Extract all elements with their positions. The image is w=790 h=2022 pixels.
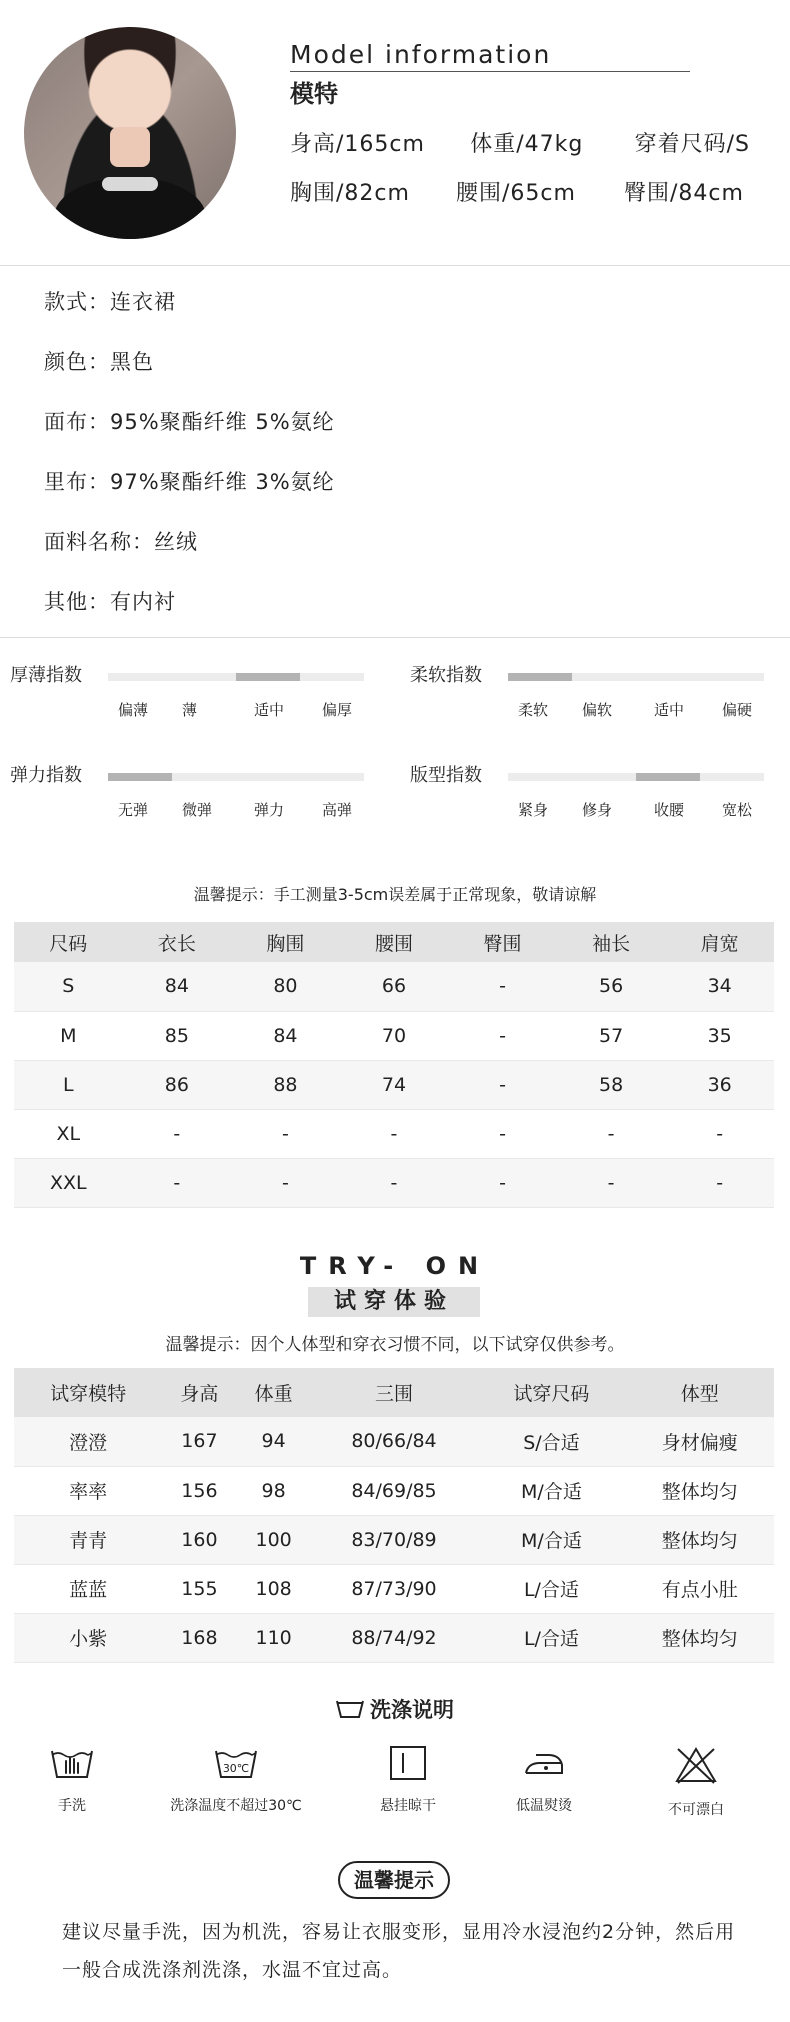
table-cell: 100 <box>237 1515 311 1564</box>
low-iron-icon <box>522 1745 566 1781</box>
table-cell: 身材偏瘦 <box>626 1417 774 1466</box>
tryon-table <box>14 1368 774 1663</box>
table-cell: - <box>123 1109 232 1158</box>
table-header: 尺码 <box>14 922 123 962</box>
tip-title: 温馨提示 <box>338 1861 450 1899</box>
wash-title <box>0 1694 790 1725</box>
model-info <box>290 40 750 207</box>
table-cell: 155 <box>162 1564 236 1613</box>
table-cell: 84 <box>123 962 232 1011</box>
no-bleach-icon <box>674 1745 718 1785</box>
fit-index-label: 修身 <box>582 801 613 819</box>
spec-list <box>0 266 790 638</box>
wash-label-iron: 低温熨烫 <box>516 1798 572 1814</box>
table-cell: 青青 <box>14 1515 162 1564</box>
table-cell: - <box>340 1158 449 1207</box>
table-cell: 34 <box>665 962 774 1011</box>
wash-item-bleach <box>616 1745 776 1819</box>
table-header: 衣长 <box>123 922 232 962</box>
table-cell: 小紫 <box>14 1613 162 1662</box>
table-cell: 88 <box>231 1060 340 1109</box>
model-height: 身高/165cm <box>290 132 425 157</box>
table-cell: 整体均匀 <box>626 1466 774 1515</box>
table-cell: M/合适 <box>477 1466 625 1515</box>
table-cell: 74 <box>340 1060 449 1109</box>
table-cell: L <box>14 1060 123 1109</box>
table-header: 试穿模特 <box>14 1368 162 1417</box>
table-header: 三围 <box>311 1368 478 1417</box>
spec-style: 款式：连衣裙 <box>44 290 176 314</box>
table-header: 袖长 <box>557 922 666 962</box>
table-row <box>14 962 774 1011</box>
elasticity-index-track <box>108 773 364 781</box>
table-cell: 84/69/85 <box>311 1466 478 1515</box>
thickness-index-label: 适中 <box>254 701 285 719</box>
table-cell: - <box>448 1158 557 1207</box>
fit-index-label: 收腰 <box>654 801 685 819</box>
fabric-indices <box>0 638 790 848</box>
fit-index-title: 版型指数 <box>410 765 482 786</box>
table-header: 胸围 <box>231 922 340 962</box>
table-cell: 85 <box>123 1011 232 1060</box>
fit-index-marker <box>636 773 700 781</box>
table-cell: - <box>557 1158 666 1207</box>
table-cell: - <box>665 1158 774 1207</box>
elasticity-index-marker <box>108 773 172 781</box>
fit-index-label: 宽松 <box>722 801 753 819</box>
table-cell: - <box>557 1109 666 1158</box>
table-row <box>14 1158 774 1207</box>
model-waist: 腰围/65cm <box>456 181 576 206</box>
wash-title-text: 洗涤说明 <box>370 1698 454 1722</box>
thickness-index-track <box>108 673 364 681</box>
table-cell: - <box>448 1109 557 1158</box>
fit-index-track <box>508 773 764 781</box>
table-header: 体型 <box>626 1368 774 1417</box>
softness-index-marker <box>508 673 572 681</box>
table-row <box>14 1515 774 1564</box>
table-cell: S <box>14 962 123 1011</box>
table-cell: 率率 <box>14 1466 162 1515</box>
table-cell: 84 <box>231 1011 340 1060</box>
table-cell: 56 <box>557 962 666 1011</box>
table-row <box>14 1011 774 1060</box>
table-cell: 蓝蓝 <box>14 1564 162 1613</box>
softness-index-track <box>508 673 764 681</box>
tryon-title-cn: 试穿体验 <box>308 1287 480 1317</box>
table-cell: 58 <box>557 1060 666 1109</box>
table-cell: - <box>448 1060 557 1109</box>
table-cell: - <box>231 1109 340 1158</box>
wash-label-hang: 悬挂晾干 <box>380 1798 436 1814</box>
table-cell: 98 <box>237 1466 311 1515</box>
model-section <box>0 0 790 266</box>
table-cell: 35 <box>665 1011 774 1060</box>
model-photo <box>24 27 236 239</box>
table-cell: 167 <box>162 1417 236 1466</box>
table-row <box>14 1060 774 1109</box>
thickness-index-title: 厚薄指数 <box>10 665 82 686</box>
divider <box>290 71 690 72</box>
tryon-title-en: TRY- ON <box>299 1252 491 1280</box>
softness-index-label: 柔软 <box>518 701 549 719</box>
table-cell: 83/70/89 <box>311 1515 478 1564</box>
spec-other: 其他：有内衬 <box>44 590 176 614</box>
tryon-note: 温馨提示：因个人体型和穿衣习惯不同，以下试穿仅供参考。 <box>165 1335 625 1355</box>
wash-temp-text: 30℃ <box>222 1762 250 1775</box>
table-cell: 86 <box>123 1060 232 1109</box>
spec-color: 颜色：黑色 <box>44 350 154 374</box>
model-bust: 胸围/82cm <box>290 181 410 206</box>
table-cell: 156 <box>162 1466 236 1515</box>
spec-fabric: 面布：95%聚酯纤维 5%氨纶 <box>44 410 335 434</box>
table-cell: M/合适 <box>477 1515 625 1564</box>
wash-item-temp <box>156 1745 316 1815</box>
model-hip: 臀围/84cm <box>624 181 744 206</box>
table-cell: - <box>231 1158 340 1207</box>
wash-label-hand: 手洗 <box>58 1798 86 1814</box>
table-cell: 108 <box>237 1564 311 1613</box>
table-cell: 160 <box>162 1515 236 1564</box>
wash-item-iron <box>464 1745 624 1815</box>
hang-dry-icon <box>389 1745 427 1781</box>
table-cell: 88/74/92 <box>311 1613 478 1662</box>
table-cell: 整体均匀 <box>626 1613 774 1662</box>
thickness-index-marker <box>236 673 300 681</box>
softness-index-label: 偏软 <box>582 701 613 719</box>
table-cell: 57 <box>557 1011 666 1060</box>
fit-index-label: 紧身 <box>518 801 549 819</box>
table-cell: - <box>448 1011 557 1060</box>
table-cell: 66 <box>340 962 449 1011</box>
wash-30-icon <box>214 1745 258 1781</box>
table-header: 体重 <box>237 1368 311 1417</box>
table-cell: M <box>14 1011 123 1060</box>
table-cell: 80/66/84 <box>311 1417 478 1466</box>
model-title-cn: 模特 <box>290 80 338 108</box>
table-header: 试穿尺码 <box>477 1368 625 1417</box>
table-cell: L/合适 <box>477 1564 625 1613</box>
softness-index-label: 偏硬 <box>722 701 753 719</box>
table-cell: 36 <box>665 1060 774 1109</box>
spec-lining: 里布：97%聚酯纤维 3%氨纶 <box>44 470 335 494</box>
thickness-index-label: 偏厚 <box>322 701 353 719</box>
elasticity-index-label: 弹力 <box>254 801 285 819</box>
table-header: 臀围 <box>448 922 557 962</box>
wash-label-temp: 洗涤温度不超过30℃ <box>170 1798 302 1814</box>
thickness-index-label: 薄 <box>182 701 198 719</box>
model-title-en: Model information <box>290 40 552 69</box>
table-row <box>14 1109 774 1158</box>
table-cell: 有点小肚 <box>626 1564 774 1613</box>
tip-text: 建议尽量手洗，因为机洗，容易让衣服变形，显用冷水浸泡约2分钟，然后用一般合成洗涤剂洗涤，水温不宜过高。 <box>62 1921 736 1981</box>
table-cell: 94 <box>237 1417 311 1466</box>
table-cell: XL <box>14 1109 123 1158</box>
model-size: 穿着尺码/S <box>634 132 750 157</box>
table-cell: 澄澄 <box>14 1417 162 1466</box>
table-cell: 80 <box>231 962 340 1011</box>
table-cell: 87/73/90 <box>311 1564 478 1613</box>
table-cell: 整体均匀 <box>626 1515 774 1564</box>
spec-material: 面料名称：丝绒 <box>44 530 198 554</box>
elasticity-index-label: 无弹 <box>118 801 149 819</box>
elasticity-index-label: 微弹 <box>182 801 213 819</box>
table-cell: - <box>123 1158 232 1207</box>
table-cell: S/合适 <box>477 1417 625 1466</box>
softness-index-label: 适中 <box>654 701 685 719</box>
size-table <box>14 922 774 1208</box>
thickness-index-label: 偏薄 <box>118 701 149 719</box>
wash-item-hand <box>0 1745 152 1815</box>
wash-basin-icon <box>336 1698 364 1725</box>
softness-index-title: 柔软指数 <box>410 665 482 686</box>
table-header: 身高 <box>162 1368 236 1417</box>
table-header: 肩宽 <box>665 922 774 962</box>
table-row <box>14 1564 774 1613</box>
table-cell: 110 <box>237 1613 311 1662</box>
model-weight: 体重/47kg <box>470 132 584 157</box>
elasticity-index-title: 弹力指数 <box>10 765 82 786</box>
table-cell: - <box>665 1109 774 1158</box>
table-row <box>14 1417 774 1466</box>
elasticity-index-label: 高弹 <box>322 801 353 819</box>
table-cell: - <box>448 962 557 1011</box>
table-header: 腰围 <box>340 922 449 962</box>
table-cell: 168 <box>162 1613 236 1662</box>
wash-label-bleach: 不可漂白 <box>668 1802 724 1818</box>
table-row <box>14 1613 774 1662</box>
table-cell: XXL <box>14 1158 123 1207</box>
table-cell: L/合适 <box>477 1613 625 1662</box>
table-cell: - <box>340 1109 449 1158</box>
table-row <box>14 1466 774 1515</box>
hand-wash-icon <box>50 1745 94 1781</box>
table-cell: 70 <box>340 1011 449 1060</box>
size-note: 温馨提示：手工测量3-5cm误差属于正常现象，敬请谅解 <box>193 885 597 904</box>
